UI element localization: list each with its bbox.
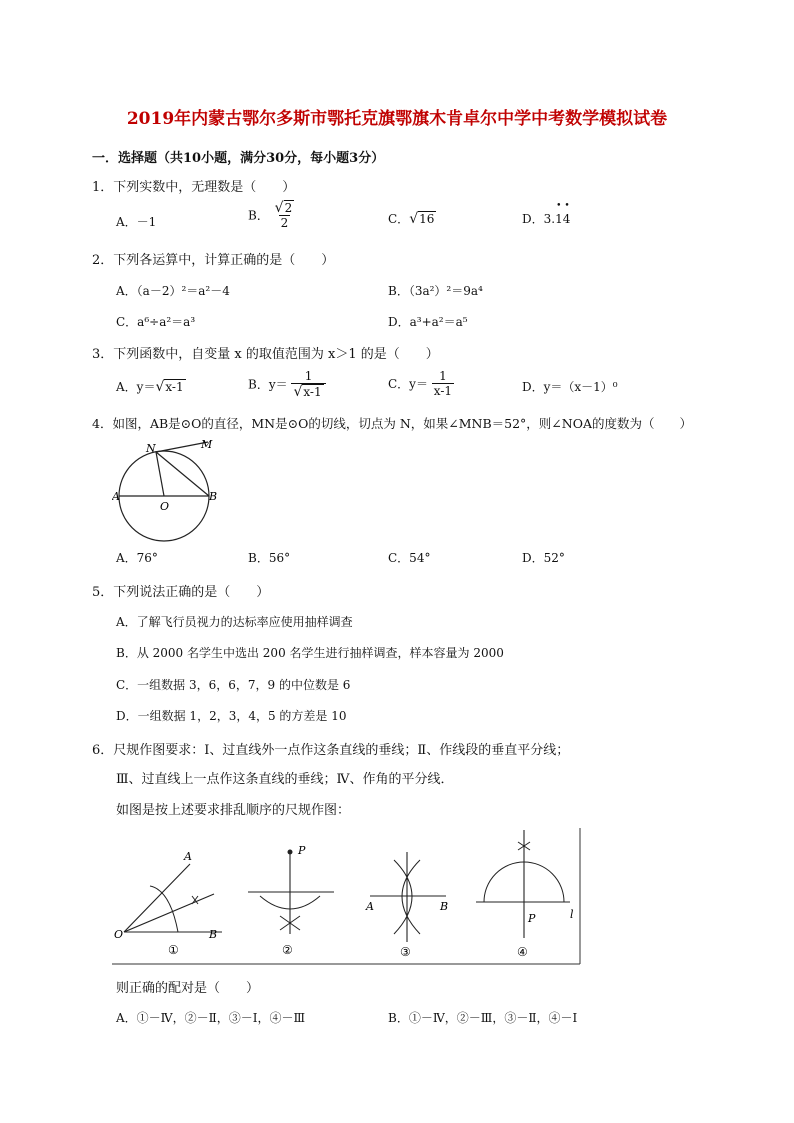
q1-option-d — [522, 201, 573, 227]
question-6-stem-line2: Ⅲ、过直线上一点作这条直线的垂线；Ⅳ、作角的平分线． — [116, 772, 454, 787]
question-1-stem: 1．下列实数中，无理数是（ ） — [92, 180, 296, 195]
q4-option-b: B．56° — [248, 551, 291, 565]
q2-option-c: C．a⁶÷a²＝a³ — [116, 315, 196, 329]
q6-option-a: A．①－Ⅳ，②－Ⅱ，③－Ⅰ，④－Ⅲ — [116, 1011, 306, 1025]
q6-fig2-label-p: P — [298, 844, 306, 857]
q6-fig1-number: ① — [168, 943, 179, 957]
q5-option-c: C．一组数据 3，6，6，7，9 的中位数是 6 — [116, 678, 351, 692]
q4-label-m: M — [201, 438, 213, 451]
q3-option-a-radicand: x-1 — [165, 380, 184, 394]
q3-option-c-prefix: C．y＝ — [388, 377, 428, 391]
q3-option-a: A．y＝√x-1 — [116, 379, 184, 395]
q3-option-c-fraction — [432, 369, 454, 398]
q6-fig3-number: ③ — [400, 945, 411, 959]
q1-option-b-numerator: 2 — [284, 201, 293, 215]
q3-option-c — [388, 369, 454, 398]
page-title: 2019年内蒙古鄂尔多斯市鄂托克旗鄂旗木肯卓尔中学中考数学模拟试卷 — [126, 109, 668, 129]
section-heading: 一．选择题（共10小题，满分30分，每小题3分） — [92, 151, 385, 166]
q6-fig1-angle-bisector — [114, 850, 222, 957]
q1-option-c-radicand: 16 — [419, 212, 435, 226]
q4-label-n: N — [146, 442, 156, 455]
question-2-stem: 2．下列各运算中，计算正确的是（ ） — [92, 253, 335, 268]
q4-radius-on — [156, 452, 164, 496]
question-6-stem-line3: 如图是按上述要求排乱顺序的尺规作图： — [116, 803, 351, 818]
q3-option-b-denominator: x-1 — [303, 385, 322, 399]
q4-option-c: C．54° — [388, 551, 431, 565]
q6-fig2-perpendicular-from-point — [248, 844, 334, 957]
q6-fig3-label-a: A — [366, 900, 374, 913]
q4-label-b: B — [209, 490, 218, 503]
question-6-stem: 6．尺规作图要求：Ⅰ、过直线外一点作这条直线的垂线；Ⅱ、作线段的垂直平分线； — [92, 743, 570, 758]
q6-fig4-perpendicular-at-point — [476, 830, 574, 959]
q3-option-c-numerator: 1 — [439, 369, 447, 383]
q1-repeat-dots: •• — [556, 201, 573, 211]
question-6-ask: 则正确的配对是（ ） — [116, 981, 260, 996]
q6-fig1-label-o: O — [114, 928, 124, 941]
q1-option-b-fraction: $\frac{√2}{2}$ — [274, 200, 293, 230]
q6-option-b: B．①－Ⅳ，②－Ⅲ，③－Ⅱ，④－Ⅰ — [388, 1011, 578, 1025]
q1-option-a: A．－1 — [116, 215, 157, 229]
q3-option-b — [248, 369, 326, 399]
q4-circle-figure — [112, 438, 222, 542]
q6-construction-figure — [112, 826, 582, 966]
q4-label-a: A — [112, 490, 120, 503]
q3-option-d: D．y＝（x－1）⁰ — [522, 380, 618, 394]
question-4-stem: 4．如图，AB是⊙O的直径，MN是⊙O的切线，切点为 N，如果∠MNB＝52°，则∠NOA的度数为（ ） — [92, 416, 692, 431]
q6-fig2-number: ② — [282, 943, 293, 957]
q1-option-c-prefix: C． — [388, 212, 410, 226]
q3-option-a-prefix: A．y＝ — [116, 380, 156, 394]
q3-option-b-fraction: $\frac{1}{√x-1}$ — [291, 369, 325, 399]
q5-option-a: A．了解飞行员视力的达标率应使用抽样调查 — [116, 615, 353, 629]
question-3-stem: 3．下列函数中，自变量 x 的取值范围为 x＞1 的是（ ） — [92, 347, 439, 362]
q6-fig1-label-b: B — [209, 928, 218, 941]
q3-option-b-prefix: B．y＝ — [248, 377, 288, 392]
question-5-stem: 5．下列说法正确的是（ ） — [92, 585, 270, 600]
q5-option-d: D．一组数据 1，2，3，4，5 的方差是 10 — [116, 709, 347, 723]
q6-fig3-label-b: B — [440, 900, 449, 913]
q4-chord-nb — [156, 452, 209, 496]
q3-option-b-numerator: 1 — [304, 369, 313, 383]
q1-option-b — [248, 200, 296, 230]
q4-option-d: D．52° — [522, 551, 565, 565]
q4-option-a: A．76° — [116, 551, 158, 565]
q1-option-b-prefix: B． — [248, 208, 269, 223]
q1-option-c: C．√16 — [388, 211, 435, 227]
q6-fig4-label-l: l — [570, 908, 574, 921]
q6-fig4-label-p: P — [528, 912, 536, 925]
q3-option-c-denominator: x-1 — [433, 384, 453, 398]
q1-option-d-prefix: D．3. — [522, 212, 556, 226]
q6-fig3-perpendicular-bisector — [365, 852, 448, 959]
q6-fig1-label-a: A — [184, 850, 192, 863]
q2-option-b: B．（3a²）²＝9a⁴ — [388, 284, 483, 298]
q2-option-a: A．（a－2）²＝a²－4 — [116, 284, 230, 298]
q5-option-b: B．从 2000 名学生中选出 200 名学生进行抽样调查，样本容量为 2000 — [116, 646, 504, 660]
q2-option-d: D．a³+a²＝a⁵ — [388, 315, 468, 329]
q4-label-o: O — [160, 500, 170, 513]
q1-option-d-repeat: 14 — [555, 212, 571, 226]
q6-fig4-number: ④ — [517, 945, 528, 959]
q1-option-b-denominator: 2 — [280, 216, 289, 230]
